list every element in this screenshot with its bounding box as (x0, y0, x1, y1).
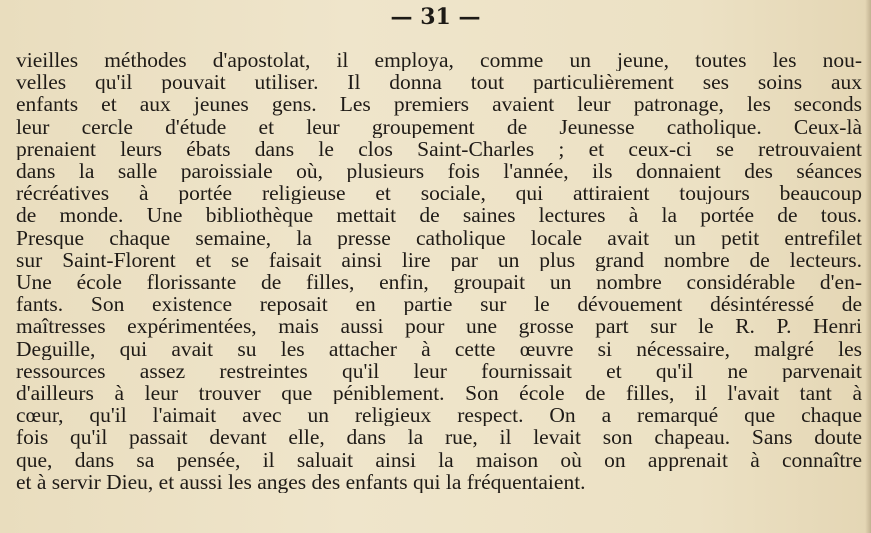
text-line: de monde. Une bibliothèque mettait de saines lectures à la portée de tous. (16, 204, 862, 227)
text-line: maîtresses expérimentées, mais aussi pour une grosse part sur le R. P. Henri (16, 315, 862, 338)
text-line: Une école florissante de filles, enfin, groupait un nombre considérable d'en- (16, 271, 862, 294)
body-paragraph (16, 49, 862, 493)
text-line: fants. Son existence reposait en partie sur le dévouement désintéressé de (16, 293, 862, 316)
text-line: prenaient leurs ébats dans le clos Saint-Charles ; et ceux-ci se retrouvaient (16, 137, 862, 161)
text-line: que, dans sa pensée, il saluait ainsi la maison où on apprenait à connaître (16, 448, 862, 471)
page-edge-shadow (865, 0, 871, 533)
text-line: fois qu'il passait devant elle, dans la rue, il levait son chapeau. Sans doute (16, 426, 862, 449)
text-line: et à servir Dieu, et aussi les anges des enfants qui la fréquentaient. (16, 470, 586, 494)
text-line: dans la salle paroissiale où, plusieurs fois l'année, ils donnaient des séances (16, 160, 862, 183)
text-line: récréatives à portée religieuse et sociale, qui attiraient toujours beaucoup (16, 182, 862, 205)
text-line: Presque chaque semaine, la presse catholique locale avait un petit entrefilet (16, 226, 862, 249)
text-line: sur Saint-Florent et se faisait ainsi lire par un plus grand nombre de lecteurs. (16, 248, 862, 272)
text-line: enfants et aux jeunes gens. Les premiers avaient leur patronage, les seconds (16, 93, 862, 116)
text-line: ressources assez restreintes qu'il leur fournissait et qu'il ne parvenait (16, 359, 862, 383)
page-number: — 31 — (390, 4, 481, 30)
text-line: cœur, qu'il l'aimait avec un religieux respect. On a remarqué que chaque (16, 404, 862, 427)
text-line: velles qu'il pouvait utiliser. Il donna tout particulièrement ses soins aux (16, 71, 862, 94)
text-line: d'ailleurs à leur trouver que péniblement. Son école de filles, il l'avait tant à (16, 382, 862, 405)
text-line: vieilles méthodes d'apostolat, il employa, comme un jeune, toutes les nou- (16, 49, 862, 72)
text-line: Deguille, qui avait su les attacher à cette œuvre si nécessaire, malgré les (16, 337, 862, 360)
text-line: leur cercle d'étude et leur groupement de Jeunesse catholique. Ceux-là (16, 115, 862, 138)
